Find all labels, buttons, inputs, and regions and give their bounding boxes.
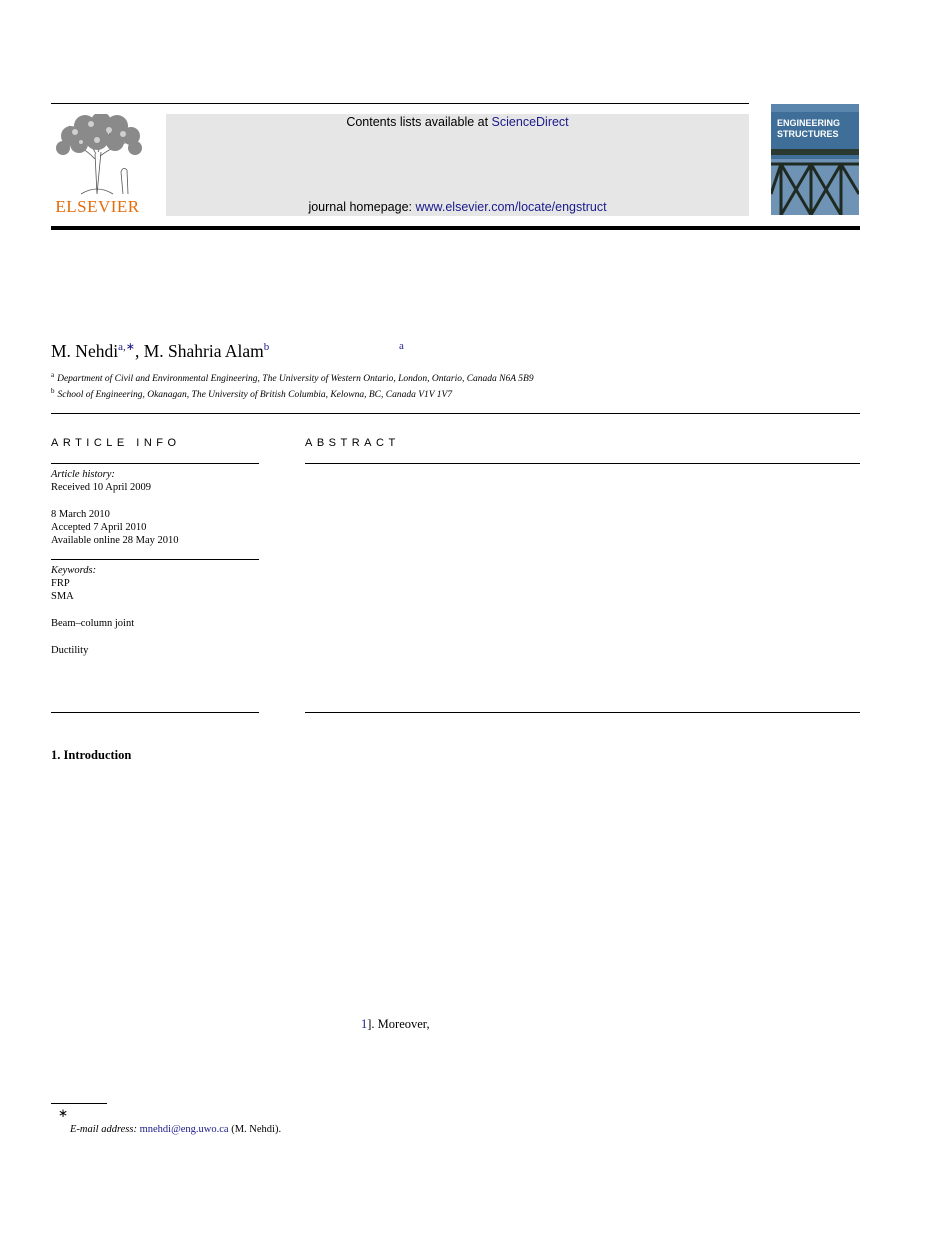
article-info-rule-bottom [51,712,259,713]
abstract-heading: ABSTRACT [305,437,400,449]
article-history-label: Article history: [51,469,115,480]
keywords-label: Keywords: [51,565,97,576]
elsevier-wordmark: ELSEVIER [55,197,140,216]
revised-date: 8 March 2010 [51,509,110,520]
header-bottom-rule [51,226,860,230]
footnote-star: ∗ [58,1106,69,1120]
journal-cover-image [771,104,859,215]
cover-title-line1: ENGINEERING [777,118,841,128]
affiliation-b [51,387,452,400]
affiliation-mark: a [51,371,55,379]
keyword: FRP [51,578,70,589]
cover-title-line2: STRUCTURES [777,129,839,139]
sciencedirect-link[interactable]: ScienceDirect [491,115,569,129]
affiliation-text: Department of Civil and Environmental Engineering, The University of Western Ontario, London, Ontario, Canada N6A 5B9 [57,374,534,384]
body-text: ]. Moreover, [367,1017,430,1031]
author-separator: , [134,341,144,361]
stray-affiliation-mark: a [399,340,404,352]
journal-homepage-line [166,200,749,214]
email-suffix: (M. Nehdi). [228,1124,282,1135]
keyword: SMA [51,591,74,602]
author-list [51,340,269,362]
body-text-fragment [361,1017,430,1032]
available-online-date: Available online 28 May 2010 [51,535,179,546]
footnote-email-line [70,1124,281,1135]
accepted-date: Accepted 7 April 2010 [51,522,147,533]
footnote-rule [51,1103,107,1104]
author-affiliation-mark[interactable]: a,∗ [118,341,135,353]
email-link[interactable]: mnehdi@eng.uwo.ca [139,1124,229,1135]
email-label: E-mail address: [70,1124,140,1135]
contents-prefix: Contents lists available at [346,115,492,129]
author-name: M. Nehdi [51,341,119,361]
journal-homepage-link[interactable]: www.elsevier.com/locate/engstruct [415,200,607,214]
article-info-rule-top [51,463,259,464]
abstract-rule-bottom [305,712,860,713]
affiliation-text: School of Engineering, Okanagan, The University of British Columbia, Kelowna, BC, Canada V1V 1V7 [57,390,453,400]
received-date: Received 10 April 2009 [51,482,152,493]
article-info-heading: ARTICLE INFO [51,437,181,449]
section-heading-introduction: 1. Introduction [51,748,132,762]
affiliation-mark: b [51,387,55,395]
affiliation-a [51,371,534,384]
author-affiliation-mark[interactable]: b [263,341,270,353]
cover-title [771,118,859,140]
article-info-rule-mid [51,559,259,560]
abstract-rule-top [305,463,860,464]
reference-link[interactable]: 1 [361,1017,368,1031]
keyword: Beam–column joint [51,618,135,629]
author-name: M. Shahria Alam [143,341,264,361]
contents-available-line [166,115,749,129]
header-top-rule [51,103,749,104]
keyword: Ductility [51,645,89,656]
homepage-prefix: journal homepage: [308,200,416,214]
title-block-rule [51,413,860,414]
